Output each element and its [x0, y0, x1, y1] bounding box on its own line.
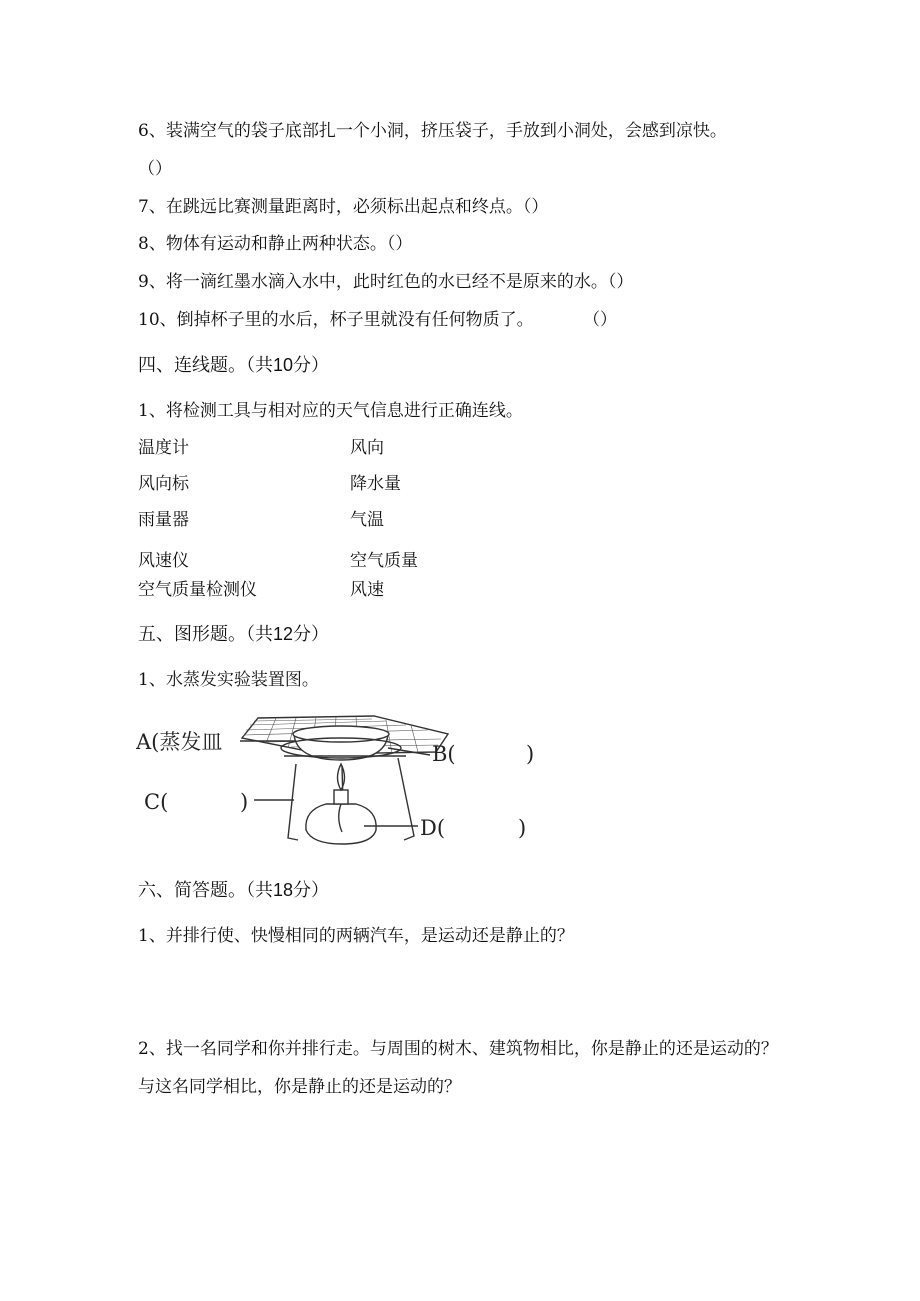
section-5-points: 12 — [273, 624, 294, 644]
label-b: B( — [432, 742, 456, 766]
tool-item: 风速仪 — [138, 551, 189, 571]
section-6-question-1: 1、并排行使、快慢相同的两辆汽车，是运动还是静止的？ — [138, 926, 574, 946]
question-10-answer-blank: （） — [583, 310, 618, 330]
question-7: 7、在跳远比赛测量距离时，必须标出起点和终点。（） — [138, 197, 549, 217]
tool-item: 风向标 — [138, 474, 189, 494]
weather-info-item: 空气质量 — [350, 551, 418, 571]
section-4-question: 1、将检测工具与相对应的天气信息进行正确连线。 — [138, 401, 523, 421]
weather-info-item: 风向 — [350, 438, 384, 458]
label-b-leader — [388, 748, 430, 755]
alcohol-lamp-body — [306, 804, 376, 844]
question-6-answer-blank: （） — [138, 159, 172, 179]
section-6-question-2: 2、找一名同学和你并排行走。与周围的树木、建筑物相比，你是静止的还是运动的？与这名同学相比，你是静止的还是运动的？ — [138, 1039, 778, 1097]
section-6-title-post: 分） — [293, 880, 330, 901]
section-6-title-pre: 六、简答题。（共 — [138, 880, 273, 901]
section-4-points: 10 — [273, 355, 294, 375]
tool-item: 空气质量检测仪 — [138, 580, 257, 600]
section-6-points: 18 — [273, 880, 294, 900]
section-4-title-pre: 四、连线题。（共 — [138, 355, 273, 376]
section-4-title-post: 分） — [293, 355, 330, 376]
question-8: 8、物体有运动和静止两种状态。（） — [138, 234, 413, 254]
weather-info-item: 降水量 — [350, 474, 401, 494]
section-6-heading — [138, 879, 329, 902]
question-10-text: 10、倒掉杯子里的水后，杯子里就没有任何物质了。 — [138, 310, 534, 330]
section-5-title-post: 分） — [293, 624, 330, 645]
question-6: 6、装满空气的袋子底部扎一个小洞，挤压袋子，手放到小洞处，会感到凉快。 — [138, 121, 727, 141]
section-5-heading — [138, 623, 329, 646]
section-5-title-pre: 五、图形题。（共 — [138, 624, 273, 645]
label-d-close: ) — [518, 816, 527, 840]
label-b-close: ) — [526, 742, 535, 766]
tool-item: 温度计 — [138, 438, 189, 458]
label-a: A(蒸发皿 — [136, 730, 223, 754]
alcohol-lamp-flame — [338, 764, 345, 790]
tripod-leg-left — [288, 764, 298, 840]
question-9: 9、将一滴红墨水滴入水中，此时红色的水已经不是原来的水。（） — [138, 272, 634, 292]
weather-info-item: 风速 — [350, 580, 384, 600]
label-c-close: ) — [240, 790, 249, 814]
weather-info-item: 气温 — [350, 510, 384, 530]
label-d: D( — [420, 816, 446, 840]
tripod-leg-right — [398, 758, 414, 840]
question-10 — [138, 309, 617, 331]
section-5-question: 1、水蒸发实验装置图。 — [138, 670, 319, 690]
section-4-heading — [138, 354, 329, 377]
label-c: C( — [144, 790, 169, 814]
alcohol-lamp-neck — [334, 790, 348, 804]
tool-item: 雨量器 — [138, 510, 189, 530]
evaporation-apparatus-diagram — [136, 708, 546, 854]
